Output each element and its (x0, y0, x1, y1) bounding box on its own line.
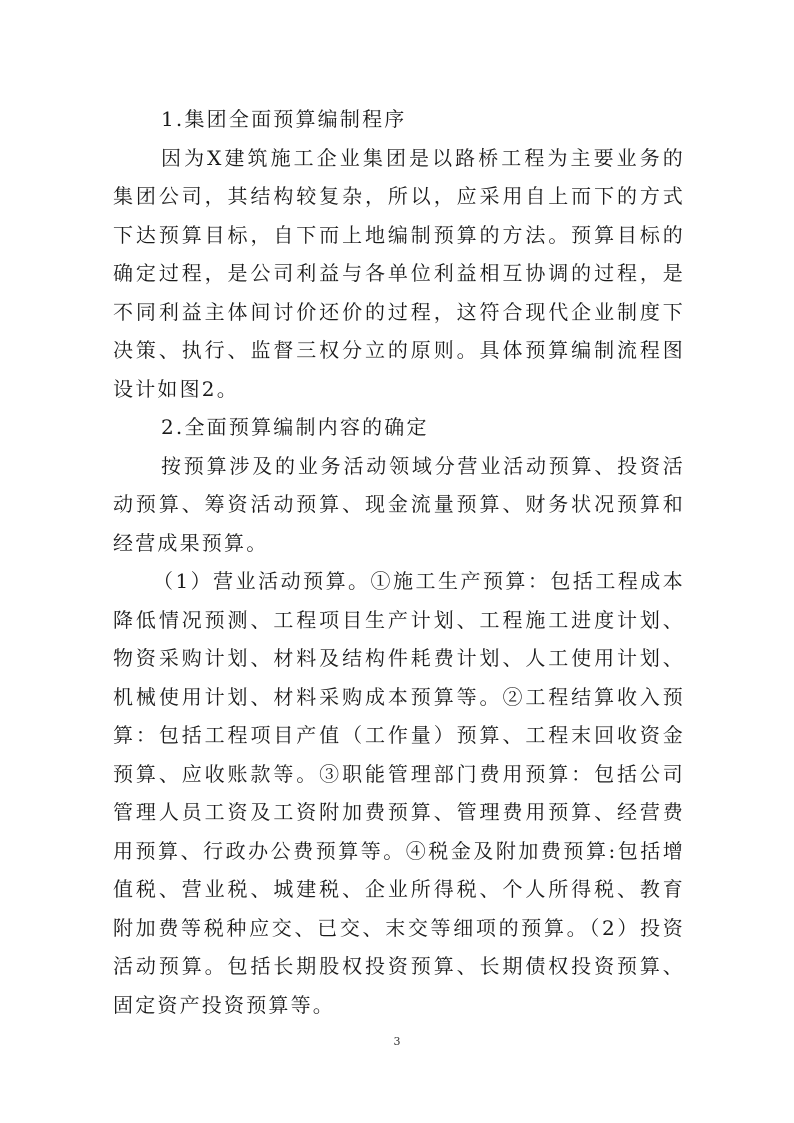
section-1-paragraph-1: 因为X建筑施工企业集团是以路桥工程为主要业务的集团公司，其结构较复杂，所以，应采用自上而下的方式下达预算目标，自下而上地编制预算的方法。预算目标的确定过程，是公司利益与各单位利益相互协调的过程，是不同利益主体间讨价还价的过程，这符合现代企业制度下决策、执行、监督三权分立的原则。具体预算编制流程图设计如图2。 (113, 145, 685, 401)
section-heading-2: 2.全面预算编制内容的确定 (161, 415, 429, 439)
section-2-paragraph-1: 按预算涉及的业务活动领域分营业活动预算、投资活动预算、筹资活动预算、现金流量预算、财务状况预算和经营成果预算。 (113, 453, 685, 555)
document-body (113, 100, 685, 1024)
section-2-paragraph-2: （1）营业活动预算。①施工生产预算：包括工程成本降低情况预测、工程项目生产计划、工程施工进度计划、物资采购计划、材料及结构件耗费计划、人工使用计划、机械使用计划、材料采购成本预算等。②工程结算收入预算：包括工程项目产值（工作量）预算、工程末回收资金预算、应收账款等。③职能管理部门费用预算：包括公司管理人员工资及工资附加费预算、管理费用预算、经营费用预算、行政办公费预算等。④税金及附加费预算:包括增值税、营业税、城建税、企业所得税、个人所得税、教育附加费等税种应交、已交、末交等细项的预算。（2）投资活动预算。包括长期股权投资预算、长期债权投资预算、固定资产投资预算等。 (113, 569, 685, 1017)
section-heading-1: 1.集团全面预算编制程序 (161, 107, 407, 131)
page-number: 3 (393, 1035, 401, 1048)
